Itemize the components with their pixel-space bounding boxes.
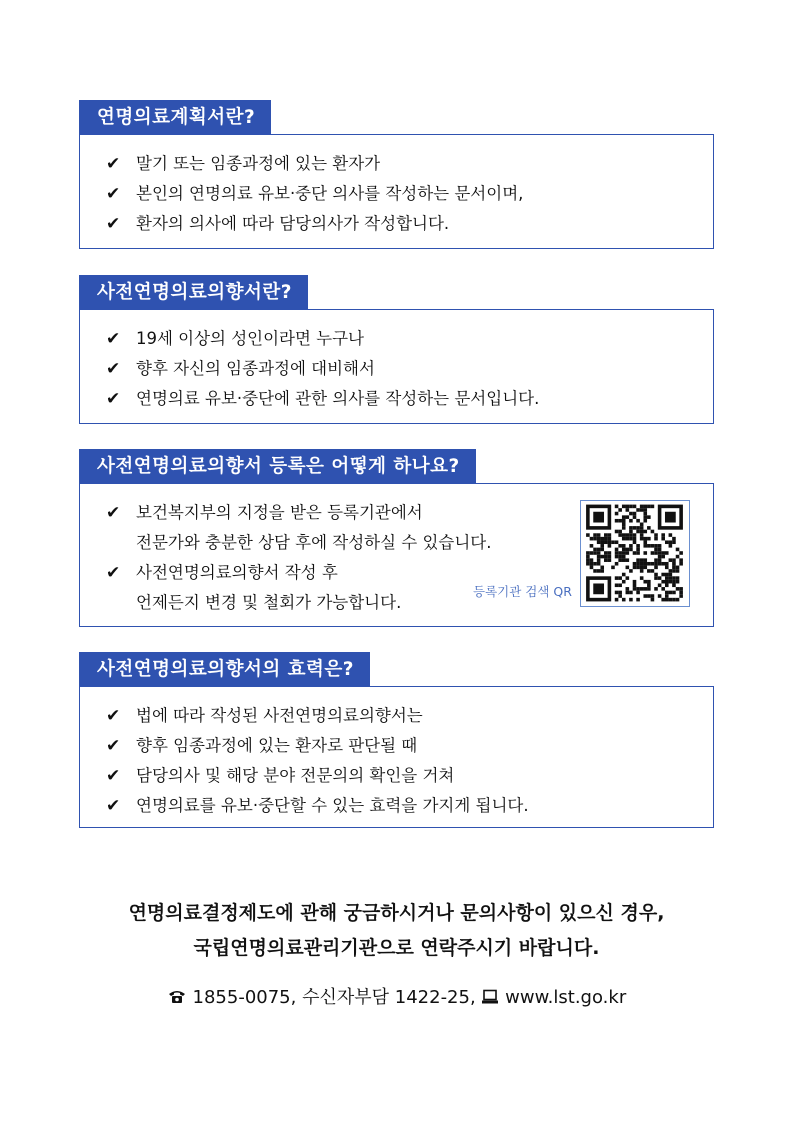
section-effect [79,652,714,832]
list-item: ✔ 향후 자신의 임종과정에 대비해서 [106,354,539,384]
section-title: 사전연명의료의향서의 효력은? [79,652,370,687]
bullet-list [106,701,529,821]
footer-line-1: 연명의료결정제도에 관해 궁금하시거나 문의사항이 있으신 경우, [128,902,665,924]
footer-line-2: 국립연명의료관리기관으로 연락주시기 바랍니다. [193,937,600,959]
list-item: ✔ 말기 또는 임종과정에 있는 환자가 [106,149,523,179]
contact-info [0,983,793,1010]
list-item: ✔ 본인의 연명의료 유보·중단 의사를 작성하는 문서이며, [106,179,523,209]
section-box [79,309,714,424]
check-icon: ✔ [106,736,121,756]
list-item: ✔ 연명의료 유보·중단에 관한 의사를 작성하는 문서입니다. [106,384,539,414]
section-title: 사전연명의료의향서란? [79,275,308,310]
list-item: ✔ 향후 임종과정에 있는 환자로 판단될 때 [106,731,529,761]
list-item-continued: 언제든지 변경 및 철회가 가능합니다. [136,593,402,612]
check-icon: ✔ [106,563,121,583]
computer-icon [481,989,499,1010]
check-icon: ✔ [106,154,121,174]
section-title: 연명의료계획서란? [79,100,271,135]
qr-caption: 등록기관 검색 QR [473,584,572,599]
list-item-continued: 전문가와 충분한 상담 후에 작성하실 수 있습니다. [136,533,492,552]
toll-free-number[interactable]: 수신자부담 1422-25, [302,987,476,1008]
list-item: ✔ 환자의 의사에 따라 담당의사가 작성합니다. [106,209,523,239]
list-item: ✔ 연명의료를 유보·중단할 수 있는 효력을 가지게 됩니다. [106,791,529,821]
list-item: ✔ 19세 이상의 성인이라면 누구나 [106,324,539,354]
check-icon: ✔ [106,214,121,234]
list-item: ✔ 사전연명의료의향서 작성 후 [106,558,492,588]
phone-number[interactable]: 1855-0075, [192,987,297,1008]
section-title: 사전연명의료의향서 등록은 어떻게 하나요? [79,449,476,484]
bullet-list [106,324,539,414]
website-link[interactable]: www.lst.go.kr [505,987,627,1008]
qr-code-icon [581,501,688,605]
check-icon: ✔ [106,329,121,349]
check-icon: ✔ [106,184,121,204]
check-icon: ✔ [106,706,121,726]
check-icon: ✔ [106,389,121,409]
qr-code[interactable] [580,500,690,607]
bullet-list [106,498,492,618]
section-lst-plan [79,100,714,250]
phone-icon [167,989,187,1010]
list-item: ✔ 보건복지부의 지정을 받은 등록기관에서 [106,498,492,528]
check-icon: ✔ [106,503,121,523]
list-item: ✔ 법에 따라 작성된 사전연명의료의향서는 [106,701,529,731]
bullet-list [106,149,523,239]
check-icon: ✔ [106,766,121,786]
section-registration [79,449,714,629]
check-icon: ✔ [106,796,121,816]
section-box [79,134,714,249]
check-icon: ✔ [106,359,121,379]
section-box [79,483,714,627]
list-item: ✔ 담당의사 및 해당 분야 전문의의 확인을 거쳐 [106,761,529,791]
section-advance-directive [79,275,714,425]
section-box [79,686,714,828]
organization-name: 국립연명의료관리기관 [193,937,378,959]
